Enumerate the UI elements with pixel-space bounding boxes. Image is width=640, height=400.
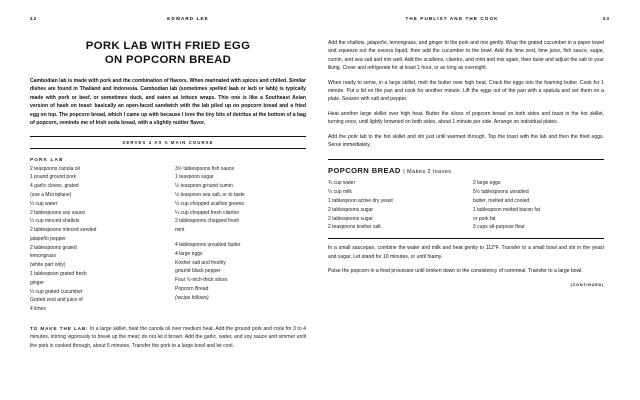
to-make-paragraph <box>30 325 306 350</box>
list-item: mint <box>175 227 185 234</box>
serves-banner-text: SERVES 4 AS A MAIN COURSE <box>30 136 306 148</box>
popcorn-ingredient-columns <box>328 180 604 233</box>
list-item: 2 tablespoons soy sauce <box>30 209 86 216</box>
left-column <box>30 39 306 355</box>
list-item: (white part only) <box>30 262 66 269</box>
list-item: 2 teaspoons canola oil <box>30 165 80 172</box>
list-item: Four ½-inch-thick slices <box>175 277 228 284</box>
popcorn-bread-name: POPCORN BREAD <box>328 166 401 176</box>
popcorn-ingredient-list-2 <box>473 180 604 232</box>
list-item: 3½ tablespoons fish sauce <box>175 165 235 172</box>
to-make-label: TO MAKE THE LAB: <box>30 325 89 331</box>
ingredients-heading: PORK LAB <box>30 156 64 162</box>
list-item: 2 tablespoons grated <box>30 244 77 251</box>
ingredient-column-2 <box>175 166 306 315</box>
recipe-intro: Cambodian lab is made with pork and the combination of flavors. When marinated with spices and chilled. Similar dishes are found in Thailand and Indonesia. Cambodian lab (sometimes spelled laab or larb or lahb) is typically made with pork or beef, or sometimes duck, and eaten as lettuce wraps. This one is like a Southeast Asian version of hash on toast: basically an open-faced sandwich with the lab piled up on popcorn bread and a fried egg on top. The popcorn bread, which I came up with because I love the tiny bits of detritus at the bottom of a bag of popcorn, reminds me of Irish soda bread, with a slightly nuttier flavor. <box>30 78 306 127</box>
list-item: lemongrass <box>30 253 56 260</box>
right-column <box>328 39 604 355</box>
list-item: (recipe follows) <box>175 294 209 301</box>
list-item: butter, melted and cooled <box>473 198 530 205</box>
list-item: ¼ cup water <box>30 200 58 207</box>
running-head-left: EDWARD LEE <box>167 16 209 21</box>
running-head <box>30 16 610 21</box>
page-columns <box>30 39 610 355</box>
list-item: 3 cups all-purpose flour <box>473 224 525 231</box>
list-spacer <box>175 236 306 241</box>
divider <box>328 238 604 239</box>
list-item: or pork fat <box>473 215 496 222</box>
list-item: ¼ cup grated cucumber <box>30 288 83 295</box>
list-item: 2 tablespoons chopped fresh <box>175 218 240 225</box>
list-item: 2 tablespoons minced seeded <box>30 227 97 234</box>
list-item: 2 large eggs <box>473 180 501 187</box>
recipe-title-line1: PORK LAB WITH FRIED EGG <box>85 40 251 52</box>
ingredient-list-2 <box>175 166 306 303</box>
list-item: ¼ cup minced shallots <box>30 218 80 225</box>
serves-banner <box>30 136 306 148</box>
ingredient-columns <box>30 166 306 315</box>
list-item: ½ teaspoon ground cumin <box>175 183 233 190</box>
list-item: 1 pound ground pork <box>30 174 77 181</box>
list-item: 1 tablespoon grated fresh <box>30 271 87 277</box>
list-item: ½ cup milk <box>328 189 352 196</box>
list-item: 2 tablespoons sugar <box>328 206 374 213</box>
list-item: jalapeño pepper <box>30 235 66 242</box>
list-item: 4 limes <box>30 306 46 313</box>
list-item: Grated zest and juice of <box>30 297 83 304</box>
list-item: 4 tablespoons unsalted butter <box>175 242 241 249</box>
ingredient-list-1 <box>30 166 161 314</box>
list-item: ½ cup chopped scallion greens <box>175 200 244 207</box>
list-item: 5½ tablespoons unsalted <box>473 189 529 196</box>
list-item: 2 tablespoons sugar <box>328 215 374 222</box>
popcorn-bread-step: In a small saucepan, combine the water and milk and heat gently to 112°F. Transfer to a small bowl and stir in the yeast and sugar. Let stand for 10 minutes, or until foamy. <box>328 245 604 260</box>
page-title <box>30 39 306 67</box>
popcorn-bread-recipe <box>328 159 604 275</box>
popcorn-ingredient-list-1 <box>328 180 459 232</box>
list-item: ¼ cup chopped fresh cilantro <box>175 209 240 216</box>
recipe-title-line2: ON POPCORN BREAD <box>104 54 232 66</box>
continued-note: (CONTINUED) <box>570 282 604 288</box>
popcorn-ingredient-column-2 <box>473 180 604 233</box>
list-item: 4 large eggs <box>175 250 203 257</box>
list-item: Popcorn Bread <box>175 285 209 292</box>
to-make-text: In a large skillet, heat the canola oil over medium heat. Add the ground pork and cook for 3 to 4 minutes, stirring vigorously to break up the meat; do not let it brown. Add the garlic, water, and soy sauce and simmer until the pork is cooked through, about 5 minutes. Transfer the pork to a large bowl and let cool. <box>30 325 306 349</box>
list-item: ginger <box>30 279 44 286</box>
list-item: 2 teaspoons kosher salt <box>328 224 381 231</box>
list-item: 1 teaspoon sugar <box>175 174 214 181</box>
folio-left: 42 <box>30 16 38 21</box>
list-item: (use a Microplane) <box>30 191 72 198</box>
body-paragraph: Add the shallots, jalapeño, lemongrass, and ginger to the pork and mix gently. Wrap the grated cucumber in a paper towel and squeeze out the excess liquid, then add the cucumber to the bowl. Add the lime zest, lime juice, fish sauce, sugar, cumin, and sea salt and mix well. Add the scallions, cilantro, and mint and mix again, then taste and adjust the salt to your liking. Cover and refrigerate for at least 1 hour, or as long as overnight. <box>328 40 604 72</box>
popcorn-bread-title <box>328 166 604 175</box>
list-item: ½ teaspoon sea salt, or to taste <box>175 191 245 198</box>
running-head-right: THE PUBLIST AND THE COOK <box>405 16 499 21</box>
list-item: ¾ cup water <box>328 180 356 187</box>
list-item: 1 tablespoon active dry yeast <box>328 198 393 205</box>
list-item: 4 garlic cloves, grated <box>30 183 79 190</box>
list-item: Kosher salt and freshly <box>175 259 226 266</box>
popcorn-bread-makes: | Makes 2 loaves <box>403 169 452 176</box>
list-item: ground black pepper <box>175 268 221 275</box>
body-paragraph: Add the pork lab to the hot skillet and stir just until warmed through. Top the toast with the lab and then the fried eggs. Serve immediately. <box>328 133 604 149</box>
body-paragraph: When ready to serve, in a large skillet, melt the butter over high heat. Crack the eggs into the foaming butter. Cook for 1 minute. Put a lid on the pan and cook for another minute. Lift the eggs out of the pan with a spatula and set them on a plate. Season with salt and pepper. <box>328 79 604 103</box>
popcorn-ingredient-column-1 <box>328 180 459 233</box>
folio-right: 43 <box>602 16 610 21</box>
body-paragraph: Heat another large skillet over high heat. Butter the slices of popcorn bread on both sides and toast in the hot skillet, turning once, until lightly browned on both sides, about 1 minute per side. Arrange on individual plates. <box>328 110 604 126</box>
ingredient-column-1 <box>30 166 161 315</box>
popcorn-bread-step: Pulse the popcorn in a food processor until broken down to the consistency of cornmeal. Transfer to a large bowl. <box>328 267 583 274</box>
list-item: 1 tablespoon melted bacon fat <box>473 206 540 213</box>
